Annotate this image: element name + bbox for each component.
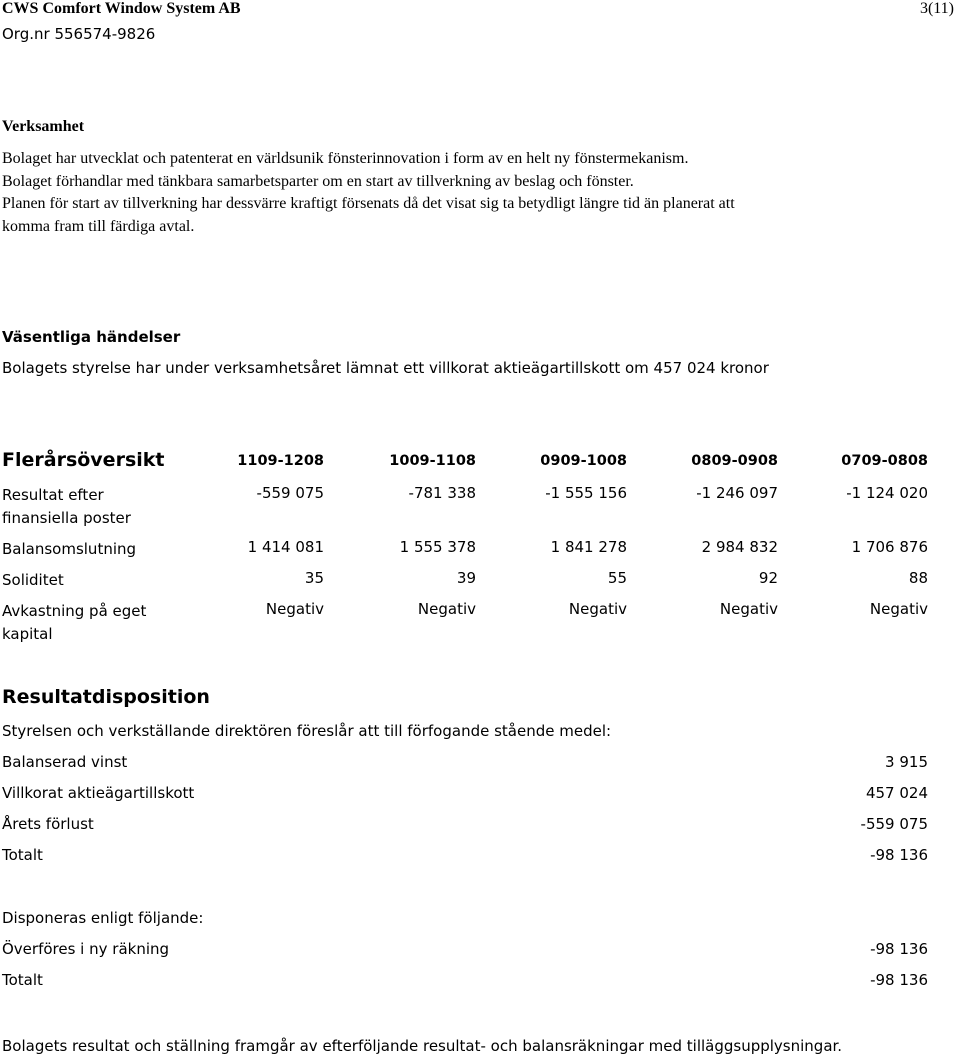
table-cell: -559 075 xyxy=(256,484,324,502)
verksamhet-line-3: Planen för start av tillverkning har dessvärre kraftigt försenats då det visat sig ta betydligt längre tid än planerat att xyxy=(2,195,735,212)
flerars-title: Flerårsöversikt xyxy=(2,449,165,471)
table-cell: -781 338 xyxy=(408,484,476,502)
item-label: Villkorat aktieägartillskott xyxy=(2,784,195,802)
flerars-col-header: 0809-0908 xyxy=(691,453,778,469)
table-cell: 1 414 081 xyxy=(247,538,324,556)
flerars-col-header: 0909-1008 xyxy=(540,453,627,469)
page-number: 3(11) xyxy=(919,0,954,17)
item-label: Balanserad vinst xyxy=(2,753,128,771)
table-cell: 35 xyxy=(304,569,324,587)
row-label xyxy=(2,600,146,646)
item-label: Totalt xyxy=(2,971,43,989)
verksamhet-heading: Verksamhet xyxy=(2,118,85,135)
flerars-col-header: 1109-1208 xyxy=(237,453,324,469)
row-label-line: kapital xyxy=(2,625,53,643)
table-cell: Negativ xyxy=(568,600,627,618)
verksamhet-text xyxy=(2,148,735,238)
table-cell: -1 124 020 xyxy=(846,484,928,502)
verksamhet-line-4: komma fram till färdiga avtal. xyxy=(2,217,195,235)
flerars-col-header: 1009-1108 xyxy=(389,453,476,469)
row-label-line: Resultat efter xyxy=(2,486,104,504)
item-value: -559 075 xyxy=(860,815,928,833)
item-value: -98 136 xyxy=(870,971,928,989)
table-cell: Negativ xyxy=(869,600,928,618)
footer-text: Bolagets resultat och ställning framgår av efterföljande resultat- och balansräkningar med tilläggsupplysningar. xyxy=(2,1037,843,1055)
list-item xyxy=(0,971,960,993)
table-cell: 88 xyxy=(908,569,928,587)
row-label: Soliditet xyxy=(2,571,64,589)
verksamhet-line-2: Bolaget förhandlar med tänkbara samarbetsparter om en start av tillverkning av beslag och fönster. xyxy=(2,172,634,190)
list-item xyxy=(0,815,960,837)
list-item xyxy=(0,753,960,775)
item-value: 3 915 xyxy=(885,753,928,771)
handelser-heading: Väsentliga händelser xyxy=(2,328,181,346)
item-value: -98 136 xyxy=(870,846,928,864)
table-cell: -1 555 156 xyxy=(545,484,627,502)
item-label: Totalt xyxy=(2,846,43,864)
table-cell: 55 xyxy=(607,569,627,587)
verksamhet-line-1: Bolaget har utvecklat och patenterat en världsunik fönsterinnovation i form av en helt ny fönstermekanism. xyxy=(2,150,689,167)
company-name: CWS Comfort Window System AB xyxy=(2,0,241,17)
table-cell: 1 555 378 xyxy=(399,538,476,556)
row-label-line: finansiella poster xyxy=(2,509,131,527)
disp-heading: Disponeras enligt följande: xyxy=(2,909,204,927)
row-label: Balansomslutning xyxy=(2,540,137,558)
table-cell: 92 xyxy=(758,569,778,587)
table-cell: 39 xyxy=(456,569,476,587)
org-number: Org.nr 556574-9826 xyxy=(2,25,156,43)
table-cell: -1 246 097 xyxy=(696,484,778,502)
table-cell: Negativ xyxy=(417,600,476,618)
row-label-line: Avkastning på eget xyxy=(2,602,147,620)
table-cell: 1 706 876 xyxy=(851,538,928,556)
table-cell: Negativ xyxy=(265,600,324,618)
row-label xyxy=(2,484,131,530)
handelser-text: Bolagets styrelse har under verksamhetsåret lämnat ett villkorat aktieägartillskott om 457 024 kronor xyxy=(2,359,769,377)
list-item xyxy=(0,784,960,806)
flerars-col-header: 0709-0808 xyxy=(841,453,928,469)
table-cell: Negativ xyxy=(719,600,778,618)
table-cell: 2 984 832 xyxy=(701,538,778,556)
list-item xyxy=(0,846,960,868)
table-cell: 1 841 278 xyxy=(550,538,627,556)
item-label: Årets förlust xyxy=(2,815,94,833)
resultat-intro: Styrelsen och verkställande direktören föreslår att till förfogande stående medel: xyxy=(2,722,612,740)
resultat-heading: Resultatdisposition xyxy=(2,686,210,708)
list-item xyxy=(0,940,960,962)
item-value: -98 136 xyxy=(870,940,928,958)
item-label: Överföres i ny räkning xyxy=(2,940,170,958)
item-value: 457 024 xyxy=(865,784,928,802)
